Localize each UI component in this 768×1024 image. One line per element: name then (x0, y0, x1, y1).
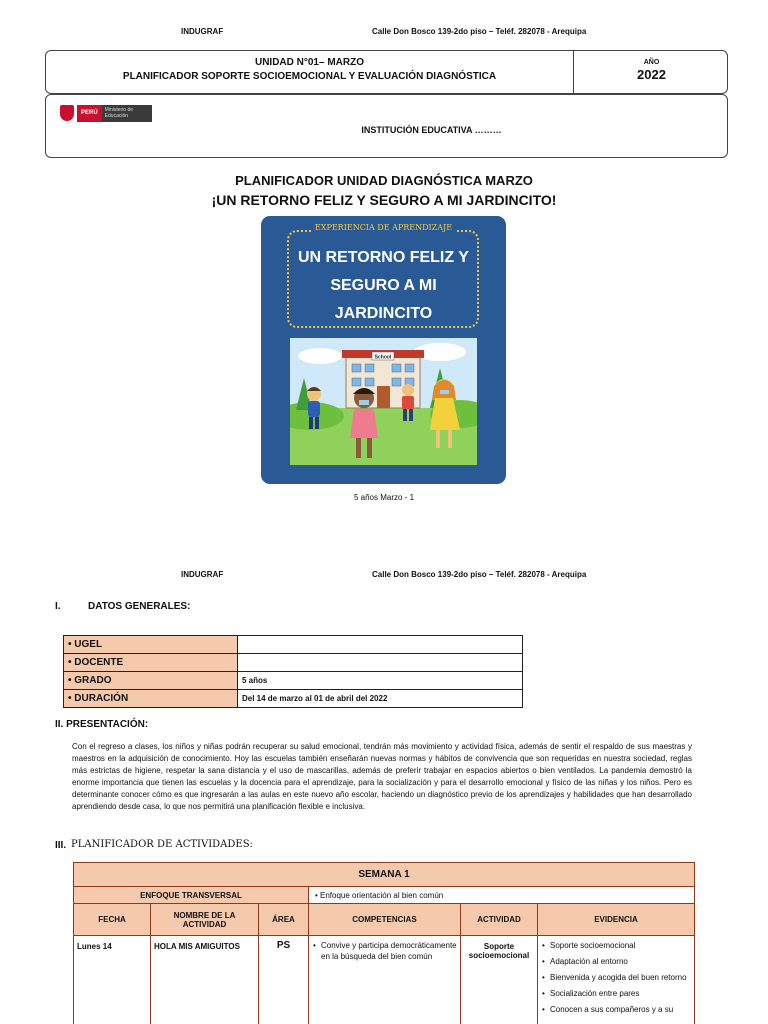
school-sign: School (374, 354, 392, 361)
column-header: FECHA (74, 904, 151, 936)
cover-title (261, 244, 506, 328)
datos-generales-table (63, 635, 523, 708)
company-address: Calle Don Bosco 139-2do piso – Teléf. 282078 - Arequipa (372, 27, 587, 36)
datos-label: • UGEL (64, 636, 238, 654)
section-1-number: I. (55, 601, 61, 612)
presentation-text: Con el regreso a clases, los niños y niñas podrán recuperar su salud emocional, tendrán más movimiento y actividad física, además de sentir el respaldo de sus maestras y maestros en la adquisición de conocimiento. Hoy las escuelas también enseñarán nuevas normas y hábitos de convivencia que son requeridas en nuestra sociedad, reglas más estrictas de higiene, respetar la sana distancia y el uso de mascarillas, además de preferir trabajar en espacios abiertos o bien ventilados. La pandemia demostró la enorme importancia que tienen las escuelas y la docencia para el aprendizaje, para la socialización y para el desarrollo emocional y físico de las niñas y los niños. Pero es determinante conocer cómo es que ingresarán a las aulas en este nuevo año escolar, haciendo un diagnóstico previo de los aprendizajes y habilidades que han desarrollado aprendiendo desde casa, lo que nos permitirá una planificación flexible e inclusiva. (72, 742, 692, 811)
evidencia-item: • Soporte socioemocional (541, 940, 691, 951)
evidencia-item: • Conocen a sus compañeros y a su (541, 1004, 691, 1015)
enfoque-label: ENFOQUE TRANSVERSAL (74, 887, 309, 904)
cover-illustration (261, 216, 506, 484)
unit-subtitle: PLANIFICADOR SOPORTE SOCIOEMOCIONAL Y EVALUACIÓN DIAGNÓSTICA (122, 71, 497, 82)
table-row (64, 654, 523, 672)
activities-table (73, 862, 695, 1024)
column-header: EVIDENCIA (538, 904, 695, 936)
table-row (64, 672, 523, 690)
table-row (74, 863, 695, 887)
cell-fecha: Lunes 14 (74, 936, 151, 1024)
competencia-item: • Convive y participa democráticamente en la búsqueda del bien común (312, 940, 457, 962)
datos-label: • DOCENTE (64, 654, 238, 672)
section-3-number: III. (55, 840, 67, 851)
datos-value: Del 14 de marzo al 01 de abril del 2022 (238, 690, 523, 708)
table-row (74, 936, 695, 1024)
unit-title: UNIDAD N°01– MARZO (254, 57, 364, 68)
evidencia-item: • Bienvenida y acogida del buen retorno (541, 972, 691, 983)
cover-experience-label: EXPERIENCIA DE APRENDIZAJE (261, 223, 506, 232)
plan-subtitle: ¡UN RETORNO FELIZ Y SEGURO A MI JARDINCITO! (211, 192, 557, 208)
datos-label: • GRADO (64, 672, 238, 690)
datos-label: • DURACIÓN (64, 690, 238, 708)
plan-title: PLANIFICADOR UNIDAD DIAGNÓSTICA MARZO (235, 173, 533, 188)
datos-value (238, 636, 523, 654)
year-cell (574, 51, 729, 93)
institution-label: INSTITUCIÓN EDUCATIVA ……… (361, 125, 502, 135)
datos-value (238, 654, 523, 672)
cover-title-line3: JARDINCITO (334, 305, 433, 322)
column-header: NOMBRE DE LA ACTIVIDAD (151, 904, 259, 936)
cover-title-line2: SEGURO A MI (330, 277, 437, 294)
school-children-scene (290, 338, 477, 465)
table-row (74, 904, 695, 936)
column-header: ACTIVIDAD (461, 904, 538, 936)
table-row (64, 636, 523, 654)
unit-title-cell (46, 51, 574, 93)
cover-title-line1: UN RETORNO FELIZ Y (298, 249, 469, 266)
datos-value: 5 años (238, 672, 523, 690)
institution-box (45, 94, 728, 158)
evidencia-item: • Socialización entre pares (541, 988, 691, 999)
section-1-title: DATOS GENERALES: (88, 601, 191, 612)
evidencia-item: • Adaptación al entorno (541, 956, 691, 967)
page-caption: 5 años Marzo - 1 (353, 493, 415, 502)
cell-area: PS (259, 936, 309, 1024)
cell-actividad: Soporte socioemocional (461, 936, 538, 1024)
year-label: AÑO (643, 59, 660, 66)
cell-nombre: HOLA MIS AMIGUITOS (151, 936, 259, 1024)
year-value: 2022 (637, 67, 666, 82)
company-name: INDUGRAF (181, 27, 224, 36)
cell-evidencia (538, 936, 695, 1024)
unit-box (45, 50, 728, 94)
column-header: ÁREA (259, 904, 309, 936)
ministry-logo (60, 104, 152, 122)
company-name-2: INDUGRAF (181, 570, 224, 579)
section-3-title: PLANIFICADOR DE ACTIVIDADES: (71, 839, 253, 850)
table-row (64, 690, 523, 708)
company-address-2: Calle Don Bosco 139-2do piso – Teléf. 282078 - Arequipa (372, 570, 587, 579)
column-header: COMPETENCIAS (309, 904, 461, 936)
table-row (74, 887, 695, 904)
week-header: SEMANA 1 (74, 863, 695, 887)
logo-peru-text: PERÚ (77, 105, 102, 122)
peru-shield-icon (60, 105, 74, 121)
section-2-title: II. PRESENTACIÓN: (55, 719, 149, 730)
enfoque-value: • Enfoque orientación al bien común (309, 887, 695, 904)
logo-ministry-text: Ministerio de Educación (102, 105, 152, 122)
cell-competencias (309, 936, 461, 1024)
